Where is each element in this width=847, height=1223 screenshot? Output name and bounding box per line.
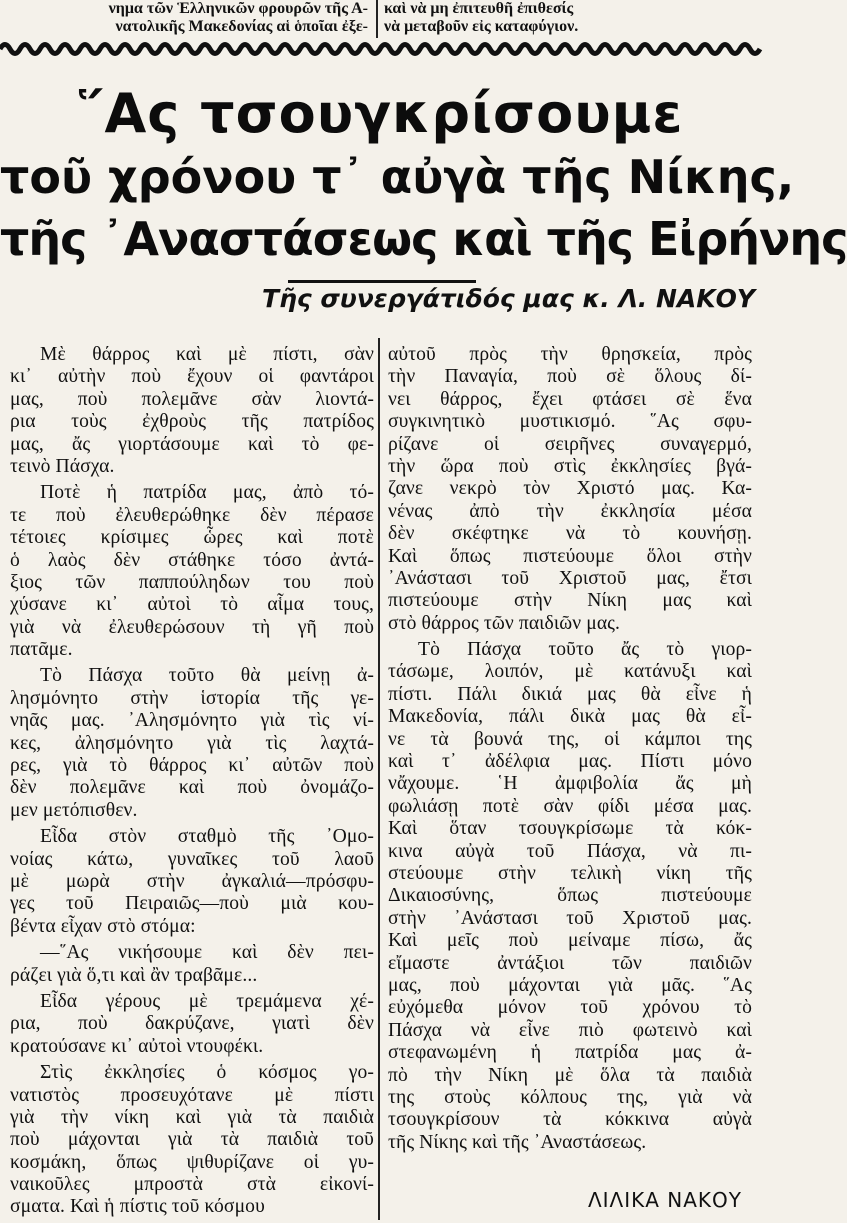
text-line: φωλιάσῃ ποτὲ σὰν φίδι μέσα μας. [388, 795, 752, 817]
text-line: νένας ἀπὸ τὴν ἐκκλησία μέσα [388, 500, 752, 522]
text-line: νατιστὸς προσευχότανε μὲ πίστι [10, 1084, 374, 1106]
text-line: ρια, ποὺ δακρύζανε, γιατὶ δὲν [10, 1013, 374, 1035]
byline: Τῆς συνεργάτιδός μας κ. Λ. ΝΑΚΟΥ [262, 284, 755, 313]
text-line: νατολικῆς Μακεδονίας αἱ ὁποῖαι ἐξε- [115, 18, 368, 35]
text-line: καὶ τ᾽ ἀδέλφια μας. Πίστι μόνο [388, 751, 752, 773]
text-line: Στὶς ἐκκλησίες ὁ κόσμος γο- [40, 1062, 374, 1084]
text-line: λησμόνητο στὴν ἱστορία τῆς γε- [10, 687, 374, 709]
text-line: δὲν πολεμᾶνε καὶ ποὺ ὀνομάζο- [10, 777, 374, 799]
paragraph [388, 344, 752, 635]
text-line: γιὰ τὴν νίκη καὶ γιὰ τὰ παιδιὰ [10, 1106, 374, 1128]
text-line: ξιος τῶν παππούληδων του ποὺ [10, 571, 374, 593]
top-strip [0, 0, 760, 38]
text-line: ρίζανε οἱ σειρῆνες συναγερμό, [388, 433, 752, 455]
decorative-wave-border [0, 38, 760, 60]
text-line: μας, ποὺ μάχονται γιὰ μᾶς. ῞Ας [388, 974, 752, 996]
paragraph [10, 991, 374, 1058]
paragraph [388, 639, 752, 1154]
text-line: κινα αὐγὰ τοῦ Πάσχα, νὰ πι- [388, 840, 752, 862]
text-line: συγκινητικὸ μυστικισμό. ῞Ας σφυ- [388, 411, 752, 433]
column-divider [378, 338, 380, 1220]
text-line: τὴν Παναγία, ποὺ σὲ ὅλους δί- [388, 366, 752, 388]
paragraph [10, 665, 374, 822]
text-line: νὰ μεταβοῦν εἰς καταφύγιον. [384, 18, 579, 35]
headline-line-3: τῆς ᾽Αναστάσεως καὶ τῆς Εἰρήνης [0, 212, 847, 266]
paragraph [10, 482, 374, 661]
text-line: πιστεύουμε στὴν Νίκη μας καὶ [388, 590, 752, 612]
text-line: της στοὺς κόλπους της, γιὰ νὰ [388, 1086, 752, 1108]
text-line: Μακεδονία, πάλι δικὰ μας θὰ εἶ- [388, 706, 752, 728]
paragraph [10, 942, 374, 987]
text-line: μας, ἄς γιορτάσουμε καὶ τὸ φε- [10, 433, 374, 455]
text-line: γιὰ νὰ ἐλευθερώσουν τὴ γῆ ποὺ [10, 616, 374, 638]
text-line: ζανε νεκρὸ τὸν Χριστό μας. Κα- [388, 478, 752, 500]
text-line: χύσανε κι᾽ αὐτοὶ τὸ αἷμα τους, [10, 594, 374, 616]
text-line: ναικοῦλες μπροστὰ στὰ εἰκονί- [10, 1174, 374, 1196]
previous-article-right-fragment [384, 0, 744, 36]
text-line: κρατούσανε κι᾽ αὐτοὶ ντουφέκι. [10, 1035, 264, 1057]
text-line: Τὸ Πάσχα τοῦτο θὰ μείνῃ ἀ- [40, 665, 374, 687]
text-line: Καὶ ὅπως πιστεύουμε ὅλοι στὴν [388, 545, 752, 567]
text-line: κι᾽ αὐτὴν ποὺ ἔχουν οἱ φαντάροι [10, 366, 374, 388]
text-line: νημα τῶν Ἑλληνικῶν φρουρῶν τῆς Α- [108, 0, 368, 17]
text-line: στὸ θάρρος τῶν παιδιῶν μας. [388, 612, 621, 634]
text-line: Τὸ Πάσχα τοῦτο ἄς τὸ γιορ- [418, 639, 752, 661]
text-line: στεφανωμένη ἡ πατρίδα μας ἀ- [388, 1042, 752, 1064]
text-line: γες τοῦ Πειραιῶς—ποὺ μιὰ κου- [10, 893, 374, 915]
text-line: βέντα εἶχαν στὸ στόμα: [10, 915, 196, 937]
article-column-left [10, 344, 374, 1223]
text-line: τε ποὺ ἐλευθερώθηκε δὲν πέρασε [10, 504, 374, 526]
text-line: μεν μετόπισθεν. [10, 799, 138, 821]
text-line: Δικαιοσύνης, ὅπως πιστεύουμε [388, 885, 752, 907]
text-line: νε τὰ βουνά της, οἱ κάμποι της [388, 728, 752, 750]
headline-line-1: ῞Ας τσουγκρίσουμε [76, 82, 684, 145]
text-line: πατᾶμε. [10, 639, 73, 661]
text-line: Ποτὲ ἡ πατρίδα μας, ἀπὸ τό- [40, 482, 374, 504]
text-line: κες, ἀλησμόνητο γιὰ τὶς λαχτά- [10, 732, 374, 754]
text-line: ποὺ μάχονται γιὰ τὰ παιδιὰ τοῦ [10, 1129, 374, 1151]
top-column-divider [376, 0, 378, 38]
text-line: τεινὸ Πάσχα. [10, 455, 115, 477]
text-line: αὐτοῦ πρὸς τὴν θρησκεία, πρὸς [388, 344, 752, 365]
text-line: πὸ τὴν Νίκη μὲ ὅλα τὰ παιδιὰ [388, 1064, 752, 1086]
text-line: εὐχόμεθα μόνον τοῦ χρόνου τὸ [388, 997, 752, 1019]
text-line: εἴμαστε ἀντάξιοι τῶν παιδιῶν [388, 952, 752, 974]
text-line: νει θάρρος, ἔχει φτάσει σὲ ἕνα [388, 388, 752, 410]
headline-rule [288, 280, 476, 283]
text-line: κοσμάκη, ὅπως ψιθυρίζανε οἱ γυ- [10, 1151, 374, 1173]
text-line: καὶ νὰ μη ἐπιτευθῆ ἐπιθεσίς [384, 0, 574, 17]
text-line: Πάσχα νὰ εἶνε πιὸ φωτεινὸ καὶ [388, 1019, 752, 1041]
paragraph [10, 344, 374, 478]
text-line: ράζει γιὰ ὅ,τι καὶ ἂν τραβᾶμε... [10, 964, 258, 986]
text-line: Μὲ θάρρος καὶ μὲ πίστι, σὰν [40, 344, 374, 365]
text-line: τῆς Νίκης καὶ τῆς ᾽Αναστάσεως. [388, 1131, 647, 1153]
text-line: μας, ποὺ πολεμᾶνε σὰν λιοντά- [10, 388, 374, 410]
previous-article-left-fragment [8, 0, 368, 36]
text-line: ᾽Ανάστασι τοῦ Χριστοῦ μας, ἔτσι [388, 567, 752, 589]
text-line: Εἶδα γέρους μὲ τρεμάμενα χέ- [40, 990, 374, 1012]
text-line: στὴν ᾽Ανάστασι τοῦ Χριστοῦ μας. [388, 907, 752, 929]
text-line: Καὶ ὅταν τσουγκρίσωμε τὰ κόκ- [388, 818, 752, 840]
text-line: Εἶδα στὸν σταθμὸ τῆς ᾽Ομο- [40, 826, 374, 848]
text-line: στεύουμε στὴν τελικὴ νίκη τῆς [388, 862, 752, 884]
text-line: τσουγκρίσουν τὰ κόκκινα αὐγὰ [388, 1109, 752, 1131]
text-line: νοίας κάτω, γυναῖκες τοῦ λαοῦ [10, 848, 374, 870]
paragraph [10, 1062, 374, 1219]
text-line: τάσωμε, λοιπόν, μὲ κατάνυξι καὶ [388, 661, 752, 683]
text-line: ρες, γιὰ τὸ θάρρος κι᾽ αὐτῶν ποὺ [10, 755, 374, 777]
headline-line-2: τοῦ χρόνου τ᾽ αὐγὰ τῆς Νίκης, [0, 150, 795, 204]
text-line: Καὶ μεῖς ποὺ μείναμε πίσω, ἄς [388, 930, 752, 952]
text-line: μὲ μωρὰ στὴν ἀγκαλιά—πρόσφυ- [10, 870, 374, 892]
text-line: τέτοιες κρίσιμες ὧρες καὶ ποτὲ [10, 527, 374, 549]
text-line: νηᾶς μας. ᾽Αλησμόνητο γιὰ τὶς νί- [10, 710, 374, 732]
text-line: —῞Ας νικήσουμε καὶ δὲν πει- [40, 942, 374, 964]
article-column-right [388, 344, 752, 1158]
text-line: σματα. Καὶ ἡ πίστις τοῦ κόσμου [10, 1196, 265, 1218]
text-line: ὁ λαὸς δὲν στάθηκε τόσο ἀντά- [10, 549, 374, 571]
text-line: ρια τοὺς ἐχθροὺς τῆς πατρίδος [10, 411, 374, 433]
text-line: δὲν σκέφτηκε νὰ τὸ κουνήσῃ. [388, 523, 752, 545]
author-signature: ΛΙΛΙΚΑ ΝΑΚΟΥ [587, 1188, 742, 1212]
paragraph [10, 826, 374, 938]
text-line: πίστι. Πάλι δικιά μας θὰ εἶνε ἡ [388, 683, 752, 705]
text-line: νἄχουμε. ῾Η ἀμφιβολία ἄς μὴ [388, 773, 752, 795]
text-line: τὴν ὥρα ποὺ στὶς ἐκκλησίες βγά- [388, 455, 752, 477]
